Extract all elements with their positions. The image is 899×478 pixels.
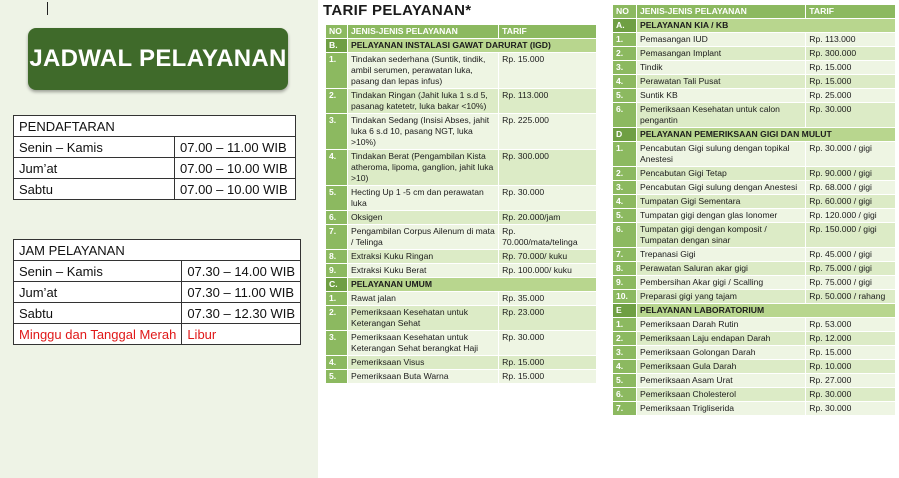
row-number: 9. bbox=[326, 264, 348, 278]
row-number: 3. bbox=[326, 331, 348, 356]
service-price: Rp. 45.000 / gigi bbox=[806, 248, 896, 262]
service-price: Rp. 15.000 bbox=[806, 75, 896, 89]
row-number: 5. bbox=[326, 186, 348, 211]
service-price: Rp. 30.000 bbox=[806, 402, 896, 416]
service-name: Pemeriksaan Asam Urat bbox=[636, 374, 805, 388]
service-name: Pemasangan Implant bbox=[636, 47, 805, 61]
service-name: Pemeriksaan Kesehatan untuk calon pengantin bbox=[636, 103, 805, 128]
row-number: 6. bbox=[613, 388, 637, 402]
service-name: Pembersihan Akar gigi / Scalling bbox=[636, 276, 805, 290]
service-name: Pemasangan IUD bbox=[636, 33, 805, 47]
table-row bbox=[326, 211, 597, 225]
service-name: Preparasi gigi yang tajam bbox=[636, 290, 805, 304]
table-row bbox=[613, 167, 896, 181]
table-row bbox=[326, 225, 597, 250]
service-price: Rp. 113.000 bbox=[806, 33, 896, 47]
table-row bbox=[613, 318, 896, 332]
service-name: Pencabutan Gigi sulung dengan topikal Anestesi bbox=[636, 142, 805, 167]
table-row bbox=[613, 402, 896, 416]
table-row bbox=[326, 356, 597, 370]
service-name: Pemeriksaan Kesehatan untuk Keterangan Sehat bbox=[347, 306, 498, 331]
table-row bbox=[326, 89, 597, 114]
service-price: Rp. 12.000 bbox=[806, 332, 896, 346]
row-number: 3. bbox=[613, 346, 637, 360]
row-number: 10. bbox=[613, 290, 637, 304]
section-title: PELAYANAN PEMERIKSAAN GIGI DAN MULUT bbox=[636, 128, 895, 142]
service-price: Rp. 25.000 bbox=[806, 89, 896, 103]
registration-day: Jum’at bbox=[14, 158, 175, 179]
service-price: Rp. 30.000 / gigi bbox=[806, 142, 896, 167]
section-number: A. bbox=[613, 19, 637, 33]
row-number: 5. bbox=[613, 89, 637, 103]
service-price: Rp. 75.000 / gigi bbox=[806, 276, 896, 290]
table-row bbox=[613, 223, 896, 248]
registration-table bbox=[13, 115, 296, 200]
section-title: PELAYANAN KIA / KB bbox=[636, 19, 895, 33]
table-row bbox=[613, 181, 896, 195]
service-price: Rp. 23.000 bbox=[499, 306, 597, 331]
table-header-row bbox=[613, 5, 896, 19]
service-time: 07.30 – 11.00 WIB bbox=[182, 282, 301, 303]
table-row bbox=[613, 332, 896, 346]
service-name: Pencabutan Gigi Tetap bbox=[636, 167, 805, 181]
table-row bbox=[326, 186, 597, 211]
row-number: 1. bbox=[613, 142, 637, 167]
schedule-title: JADWAL PELAYANAN bbox=[29, 45, 287, 72]
row-number: 4. bbox=[326, 356, 348, 370]
service-name: Tindakan Berat (Pengambilan Kista atheroma, lipoma, ganglion, jahit luka >10) bbox=[347, 150, 498, 186]
table-row bbox=[326, 306, 597, 331]
section-title: PELAYANAN UMUM bbox=[347, 278, 596, 292]
row-number: 7. bbox=[613, 248, 637, 262]
row-number: 8. bbox=[326, 250, 348, 264]
table-row bbox=[613, 103, 896, 128]
tariff-title: TARIF PELAYANAN* bbox=[323, 2, 472, 19]
table-row bbox=[613, 276, 896, 290]
section-row bbox=[326, 278, 597, 292]
row-number: 7. bbox=[326, 225, 348, 250]
service-price: Rp. 15.000 bbox=[806, 61, 896, 75]
table-row bbox=[613, 374, 896, 388]
service-name: Pencabutan Gigi sulung dengan Anestesi bbox=[636, 181, 805, 195]
service-day: Jum’at bbox=[14, 282, 182, 303]
service-time: 07.30 – 14.00 WIB bbox=[182, 261, 301, 282]
column-header-price: TARIF bbox=[499, 25, 597, 39]
service-name: Pengambilan Corpus Ailenum di mata / Telinga bbox=[347, 225, 498, 250]
table-row bbox=[613, 61, 896, 75]
tariff-table-igd bbox=[325, 24, 597, 384]
section-row bbox=[326, 39, 597, 53]
section-number: D bbox=[613, 128, 637, 142]
service-price: Rp. 30.000 bbox=[499, 186, 597, 211]
service-price: Rp. 150.000 / gigi bbox=[806, 223, 896, 248]
service-price: Rp. 68.000 / gigi bbox=[806, 181, 896, 195]
row-number: 8. bbox=[613, 262, 637, 276]
row-number: 3. bbox=[613, 181, 637, 195]
registration-day: Senin – Kamis bbox=[14, 137, 175, 158]
service-name: Tindakan Ringan (Jahit luka 1 s.d 5, pasanag katetetr, luka bakar <10%) bbox=[347, 89, 498, 114]
service-price: Rp. 30.000 bbox=[806, 388, 896, 402]
row-number: 2. bbox=[613, 167, 637, 181]
section-title: PELAYANAN LABORATORIUM bbox=[636, 304, 895, 318]
table-row bbox=[613, 195, 896, 209]
service-price: Rp. 27.000 bbox=[806, 374, 896, 388]
row-number: 6. bbox=[613, 223, 637, 248]
table-row bbox=[613, 262, 896, 276]
section-title: PELAYANAN INSTALASI GAWAT DARURAT (IGD) bbox=[347, 39, 596, 53]
service-price: Rp. 70.000/ kuku bbox=[499, 250, 597, 264]
row-number: 4. bbox=[613, 195, 637, 209]
service-name: Tindakan sederhana (Suntik, tindik, ambil serumen, perawatan luka, pasang dan lepas infus) bbox=[347, 53, 498, 89]
table-row bbox=[326, 150, 597, 186]
service-price: Rp. 15.000 bbox=[499, 53, 597, 89]
column-header-price: TARIF bbox=[806, 5, 896, 19]
table-row bbox=[613, 89, 896, 103]
service-name: Pemeriksaan Trigliserida bbox=[636, 402, 805, 416]
text-cursor bbox=[47, 2, 48, 15]
table-row bbox=[613, 142, 896, 167]
service-name: Oksigen bbox=[347, 211, 498, 225]
service-name: Tindakan Sedang (Insisi Abses, jahit luka 6 s.d 10, pasang NGT, luka >10%) bbox=[347, 114, 498, 150]
row-number: 9. bbox=[613, 276, 637, 290]
table-row bbox=[326, 114, 597, 150]
service-name: Pemeriksaan Darah Rutin bbox=[636, 318, 805, 332]
table-row bbox=[326, 250, 597, 264]
table-row bbox=[613, 360, 896, 374]
service-name: Extraksi Kuku Ringan bbox=[347, 250, 498, 264]
service-price: Rp. 75.000 / gigi bbox=[806, 262, 896, 276]
service-name: Rawat jalan bbox=[347, 292, 498, 306]
table-row bbox=[613, 346, 896, 360]
table-row bbox=[326, 53, 597, 89]
closed-day: Minggu dan Tanggal Merah bbox=[14, 324, 182, 345]
service-name: Pemeriksaan Visus bbox=[347, 356, 498, 370]
registration-time: 07.00 – 11.00 WIB bbox=[175, 137, 296, 158]
section-row bbox=[613, 128, 896, 142]
registration-header: PENDAFTARAN bbox=[14, 116, 296, 137]
section-number: E bbox=[613, 304, 637, 318]
service-price: Rp. 90.000 / gigi bbox=[806, 167, 896, 181]
row-number: 5. bbox=[326, 370, 348, 384]
table-row bbox=[613, 248, 896, 262]
section-row bbox=[613, 304, 896, 318]
table-row bbox=[613, 33, 896, 47]
service-price: Rp. 15.000 bbox=[499, 370, 597, 384]
service-name: Pemeriksaan Gula Darah bbox=[636, 360, 805, 374]
table-row bbox=[326, 331, 597, 356]
table-row bbox=[613, 290, 896, 304]
service-price: Rp. 35.000 bbox=[499, 292, 597, 306]
table-row bbox=[326, 264, 597, 278]
schedule-title-box bbox=[28, 28, 288, 90]
service-price: Rp. 30.000 bbox=[499, 331, 597, 356]
row-number: 1. bbox=[613, 33, 637, 47]
service-name: Tindik bbox=[636, 61, 805, 75]
service-price: Rp. 300.000 bbox=[806, 47, 896, 61]
service-day: Senin – Kamis bbox=[14, 261, 182, 282]
column-header-service: JENIS-JENIS PELAYANAN bbox=[347, 25, 498, 39]
row-number: 4. bbox=[613, 360, 637, 374]
service-price: Rp. 300.000 bbox=[499, 150, 597, 186]
table-row bbox=[613, 209, 896, 223]
registration-time: 07.00 – 10.00 WIB bbox=[175, 158, 296, 179]
service-hours-header: JAM PELAYANAN bbox=[14, 240, 301, 261]
table-row bbox=[613, 47, 896, 61]
row-number: 6. bbox=[613, 103, 637, 128]
closed-label: Libur bbox=[182, 324, 301, 345]
service-name: Pemeriksaan Laju endapan Darah bbox=[636, 332, 805, 346]
row-number: 5. bbox=[613, 209, 637, 223]
row-number: 2. bbox=[613, 47, 637, 61]
row-number: 1. bbox=[613, 318, 637, 332]
row-number: 4. bbox=[326, 150, 348, 186]
row-number: 1. bbox=[326, 53, 348, 89]
registration-day: Sabtu bbox=[14, 179, 175, 200]
service-price: Rp. 60.000 / gigi bbox=[806, 195, 896, 209]
service-price: Rp. 100.000/ kuku bbox=[499, 264, 597, 278]
service-hours-table bbox=[13, 239, 301, 345]
service-name: Perawatan Tali Pusat bbox=[636, 75, 805, 89]
service-name: Trepanasi Gigi bbox=[636, 248, 805, 262]
service-price: Rp. 30.000 bbox=[806, 103, 896, 128]
row-number: 3. bbox=[613, 61, 637, 75]
section-row bbox=[613, 19, 896, 33]
service-name: Pemeriksaan Buta Warna bbox=[347, 370, 498, 384]
service-price: Rp. 50.000 / rahang bbox=[806, 290, 896, 304]
table-row bbox=[326, 370, 597, 384]
table-header-row bbox=[326, 25, 597, 39]
row-number: 2. bbox=[326, 306, 348, 331]
service-name: Tumpatan gigi dengan glas Ionomer bbox=[636, 209, 805, 223]
row-number: 3. bbox=[326, 114, 348, 150]
service-price: Rp. 10.000 bbox=[806, 360, 896, 374]
section-number: B. bbox=[326, 39, 348, 53]
service-price: Rp. 53.000 bbox=[806, 318, 896, 332]
row-number: 1. bbox=[326, 292, 348, 306]
row-number: 6. bbox=[326, 211, 348, 225]
service-price: Rp. 20.000/jam bbox=[499, 211, 597, 225]
table-row bbox=[613, 388, 896, 402]
service-price: Rp. 120.000 / gigi bbox=[806, 209, 896, 223]
service-name: Extraksi Kuku Berat bbox=[347, 264, 498, 278]
service-name: Pemeriksaan Kesehatan untuk Keterangan Sehat berangkat Haji bbox=[347, 331, 498, 356]
column-header-no: NO bbox=[326, 25, 348, 39]
service-time: 07.30 – 12.30 WIB bbox=[182, 303, 301, 324]
table-row bbox=[613, 75, 896, 89]
service-price: Rp. 15.000 bbox=[499, 356, 597, 370]
service-price: Rp. 15.000 bbox=[806, 346, 896, 360]
service-name: Perawatan Saluran akar gigi bbox=[636, 262, 805, 276]
column-header-no: NO bbox=[613, 5, 637, 19]
service-price: Rp. 113.000 bbox=[499, 89, 597, 114]
service-day: Sabtu bbox=[14, 303, 182, 324]
registration-time: 07.00 – 10.00 WIB bbox=[175, 179, 296, 200]
service-name: Tumpatan gigi dengan komposit / Tumpatan dengan sinar bbox=[636, 223, 805, 248]
service-name: Suntik KB bbox=[636, 89, 805, 103]
row-number: 2. bbox=[613, 332, 637, 346]
section-number: C. bbox=[326, 278, 348, 292]
service-price: Rp. 70.000/mata/telinga bbox=[499, 225, 597, 250]
service-name: Pemeriksaan Cholesterol bbox=[636, 388, 805, 402]
column-header-service: JENIS-JENIS PELAYANAN bbox=[636, 5, 805, 19]
table-row bbox=[326, 292, 597, 306]
row-number: 5. bbox=[613, 374, 637, 388]
row-number: 2. bbox=[326, 89, 348, 114]
row-number: 4. bbox=[613, 75, 637, 89]
service-name: Hecting Up 1 -5 cm dan perawatan luka bbox=[347, 186, 498, 211]
service-name: Tumpatan Gigi Sementara bbox=[636, 195, 805, 209]
tariff-table-kia-gigi-lab bbox=[612, 4, 896, 416]
row-number: 7. bbox=[613, 402, 637, 416]
service-price: Rp. 225.000 bbox=[499, 114, 597, 150]
service-name: Pemeriksaan Golongan Darah bbox=[636, 346, 805, 360]
